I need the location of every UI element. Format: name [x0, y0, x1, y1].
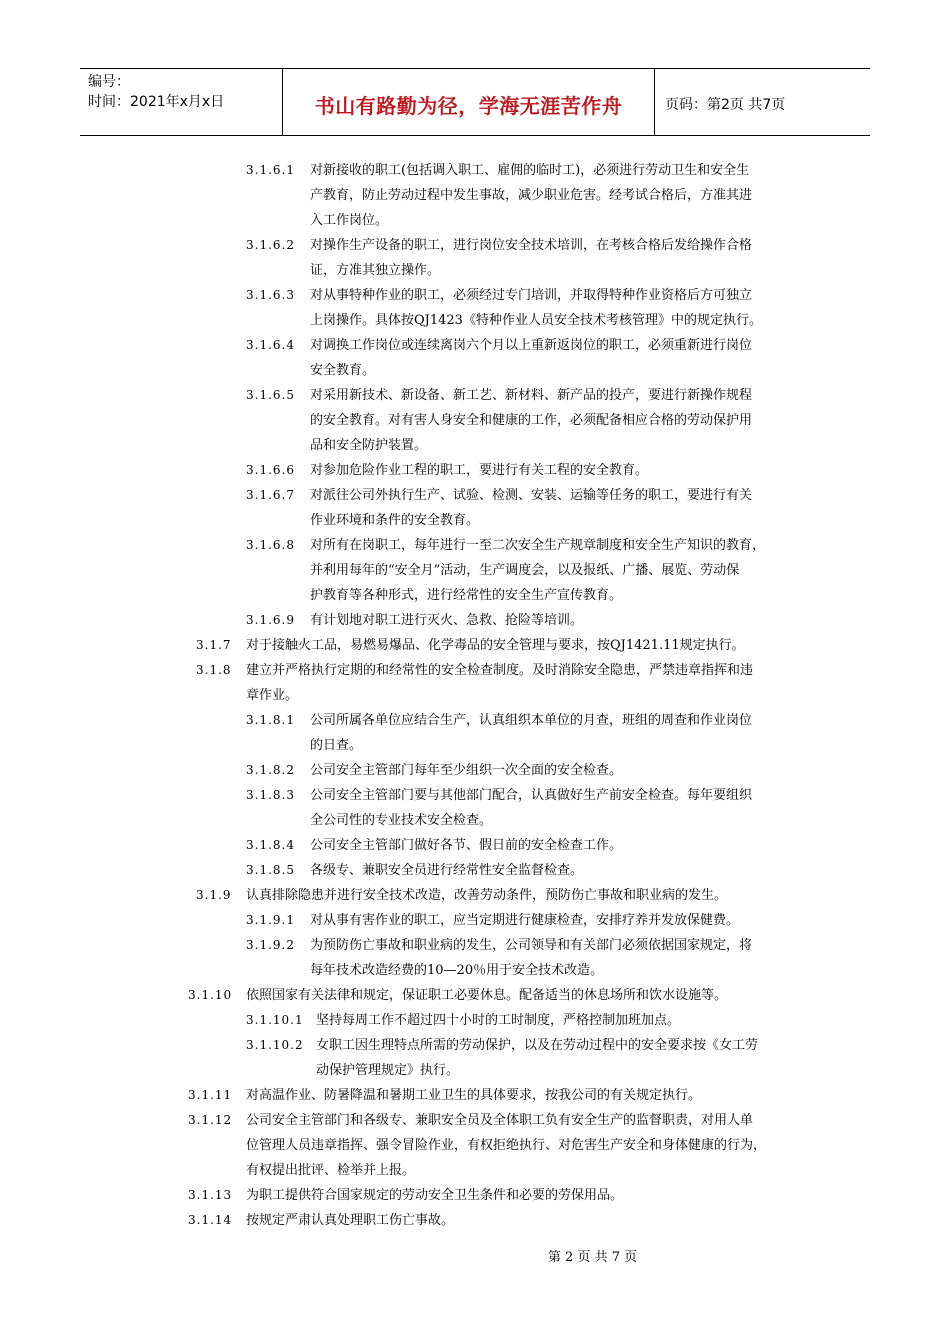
clause-text: 对高温作业、防暑降温和暑期工业卫生的具体要求，按我公司的有关规定执行。: [246, 1088, 702, 1103]
clause-line: [0, 208, 950, 233]
clause-line: [0, 833, 950, 858]
clause-text: 有权提出批评、检举并上报。: [246, 1163, 416, 1178]
clause-number: 3.1.8: [196, 663, 232, 677]
clause-line: [0, 508, 950, 533]
clause-text: 品和安全防护装置。: [310, 438, 428, 453]
clause-text: 对从事有害作业的职工，应当定期进行健康检查，安排疗养并发放保健费。: [310, 913, 740, 928]
clause-text: 位管理人员违章指挥、强令冒险作业，有权拒绝执行、对危害生产安全和身体健康的行为，: [246, 1138, 767, 1153]
clause-text: 护教育等各种形式，进行经常性的安全生产宣传教育。: [310, 588, 623, 603]
clause-number: 3.1.10.2: [246, 1038, 304, 1052]
clause-text: 并利用每年的“安全月”活动，生产调度会，以及报纸、广播、展览、劳动保: [310, 563, 740, 578]
clause-text: 对派往公司外执行生产、试验、检测、安装、运输等任务的职工，要进行有关: [310, 488, 753, 503]
clause-text: 对从事特种作业的职工，必须经过专门培训，并取得特种作业资格后方可独立: [310, 288, 753, 303]
clause-line: [0, 283, 950, 308]
document-body: [0, 158, 950, 1233]
clause-line: [0, 308, 950, 333]
clause-text: 按规定严肃认真处理职工伤亡事故。: [246, 1213, 455, 1228]
clause-text: 对新接收的职工(包括调入职工、雇佣的临时工)，必须进行劳动卫生和安全生: [310, 163, 750, 178]
clause-line: [0, 1133, 950, 1158]
clause-line: [0, 1158, 950, 1183]
header-page-label: 页码：第2页 共7页: [665, 97, 786, 113]
clause-line: [0, 333, 950, 358]
clause-text: 为预防伤亡事故和职业病的发生，公司领导和有关部门必须依据国家规定，将: [310, 938, 753, 953]
clause-text: 坚持每周工作不超过四十小时的工时制度，严格控制加班加点。: [316, 1013, 681, 1028]
clause-text: 对操作生产设备的职工，进行岗位安全技术培训，在考核合格后发给操作合格: [310, 238, 753, 253]
clause-line: [0, 583, 950, 608]
clause-number: 3.1.6.1: [246, 163, 295, 177]
clause-text: 认真排除隐患并进行安全技术改造，改善劳动条件，预防伤亡事故和职业病的发生。: [246, 888, 728, 903]
clause-line: [0, 683, 950, 708]
clause-line: [0, 883, 950, 908]
clause-line: [0, 958, 950, 983]
clause-text: 为职工提供符合国家规定的劳动安全卫生条件和必要的劳保用品。: [246, 1188, 624, 1203]
clause-number: 3.1.6.7: [246, 488, 295, 502]
clause-number: 3.1.8.3: [246, 788, 295, 802]
clause-line: [0, 1108, 950, 1133]
clause-number: 3.1.13: [188, 1188, 233, 1202]
page-footer: 第 2 页 共 7 页: [547, 1250, 638, 1265]
clause-line: [0, 808, 950, 833]
clause-text: 对所有在岗职工，每年进行一至二次安全生产规章制度和安全生产知识的教育，: [310, 538, 766, 553]
clause-number: 3.1.10.1: [246, 1013, 304, 1027]
clause-line: [0, 608, 950, 633]
clause-number: 3.1.12: [188, 1113, 233, 1127]
clause-line: [0, 383, 950, 408]
clause-number: 3.1.9: [196, 888, 232, 902]
document-header: [80, 68, 870, 136]
clause-text: 产教育，防止劳动过程中发生事故，减少职业危害。经考试合格后，方准其进: [310, 188, 753, 203]
clause-text: 章作业。: [246, 688, 299, 703]
clause-line: [0, 758, 950, 783]
clause-number: 3.1.10: [188, 988, 233, 1002]
clause-text: 公司安全主管部门做好各节、假日前的安全检查工作。: [310, 838, 623, 853]
clause-line: [0, 708, 950, 733]
clause-text: 的日查。: [310, 738, 363, 753]
clause-line: [0, 458, 950, 483]
clause-text: 动保护管理规定》执行。: [316, 1063, 460, 1078]
clause-text: 的安全教育。对有害人身安全和健康的工作，必须配备相应合格的劳动保护用: [310, 413, 753, 428]
clause-text: 安全教育。: [310, 363, 376, 378]
clause-line: [0, 983, 950, 1008]
clause-number: 3.1.8.2: [246, 763, 295, 777]
clause-number: 3.1.14: [188, 1213, 233, 1227]
header-motto: 书山有路勤为径，学海无涯苦作舟: [283, 69, 655, 135]
clause-text: 各级专、兼职安全员进行经常性安全监督检查。: [310, 863, 584, 878]
clause-line: [0, 783, 950, 808]
clause-text: 公司安全主管部门和各级专、兼职安全员及全体职工负有安全生产的监督职责，对用人单: [246, 1113, 754, 1128]
clause-line: [0, 658, 950, 683]
clause-number: 3.1.8.5: [246, 863, 295, 877]
clause-text: 依照国家有关法律和规定，保证职工必要休息。配备适当的休息场所和饮水设施等。: [246, 988, 728, 1003]
clause-line: [0, 633, 950, 658]
clause-line: [0, 158, 950, 183]
clause-line: [0, 733, 950, 758]
clause-line: [0, 933, 950, 958]
clause-line: [0, 433, 950, 458]
clause-text: 对参加危险作业工程的职工，要进行有关工程的安全教育。: [310, 463, 649, 478]
clause-number: 3.1.9.1: [246, 913, 295, 927]
clause-line: [0, 358, 950, 383]
clause-number: 3.1.8.4: [246, 838, 295, 852]
clause-number: 3.1.8.1: [246, 713, 295, 727]
clause-text: 入工作岗位。: [310, 213, 389, 228]
clause-line: [0, 258, 950, 283]
clause-number: 3.1.6.6: [246, 463, 295, 477]
clause-line: [0, 233, 950, 258]
clause-line: [0, 1208, 950, 1233]
clause-line: [0, 483, 950, 508]
clause-number: 3.1.11: [188, 1088, 233, 1102]
clause-text: 公司所属各单位应结合生产，认真组织本单位的月查，班组的周查和作业岗位: [310, 713, 753, 728]
clause-line: [0, 858, 950, 883]
clause-line: [0, 1058, 950, 1083]
clause-text: 全公司性的专业技术安全检查。: [310, 813, 493, 828]
clause-line: [0, 1008, 950, 1033]
clause-number: 3.1.6.9: [246, 613, 295, 627]
time-label: 时间：2021年x月x日: [88, 94, 225, 110]
clause-line: [0, 558, 950, 583]
clause-line: [0, 183, 950, 208]
clause-number: 3.1.6.2: [246, 238, 295, 252]
clause-text: 对于接触火工品，易燃易爆品、化学毒品的安全管理与要求，按QJ1421.11规定执行。: [246, 638, 745, 653]
clause-text: 公司安全主管部门每年至少组织一次全面的安全检查。: [310, 763, 623, 778]
clause-number: 3.1.6.5: [246, 388, 295, 402]
clause-number: 3.1.6.3: [246, 288, 295, 302]
code-label: 编号：: [88, 74, 130, 90]
clause-text: 作业环境和条件的安全教育。: [310, 513, 480, 528]
clause-line: [0, 408, 950, 433]
clause-number: 3.1.7: [196, 638, 232, 652]
header-meta: [80, 69, 283, 135]
clause-line: [0, 1033, 950, 1058]
clause-text: 每年技术改造经费的10—20％用于安全技术改造。: [310, 963, 604, 978]
clause-text: 上岗操作。具体按QJ1423《特种作业人员安全技术考核管理》中的规定执行。: [310, 313, 762, 328]
clause-number: 3.1.6.4: [246, 338, 295, 352]
clause-text: 对采用新技术、新设备、新工艺、新材料、新产品的投产，要进行新操作规程: [310, 388, 753, 403]
clause-number: 3.1.9.2: [246, 938, 295, 952]
clause-line: [0, 533, 950, 558]
clause-text: 公司安全主管部门要与其他部门配合，认真做好生产前安全检查。每年要组织: [310, 788, 753, 803]
clause-text: 建立并严格执行定期的和经常性的安全检查制度。及时消除安全隐患，严禁违章指挥和违: [246, 663, 754, 678]
clause-line: [0, 908, 950, 933]
clause-text: 对调换工作岗位或连续离岗六个月以上重新返岗位的职工，必须重新进行岗位: [310, 338, 753, 353]
clause-text: 证，方准其独立操作。: [310, 263, 441, 278]
clause-line: [0, 1183, 950, 1208]
clause-line: [0, 1083, 950, 1108]
clause-number: 3.1.6.8: [246, 538, 295, 552]
clause-text: 女职工因生理特点所需的劳动保护，以及在劳动过程中的安全要求按《女工劳: [316, 1038, 759, 1053]
clause-text: 有计划地对职工进行灭火、急救、抢险等培训。: [310, 613, 584, 628]
